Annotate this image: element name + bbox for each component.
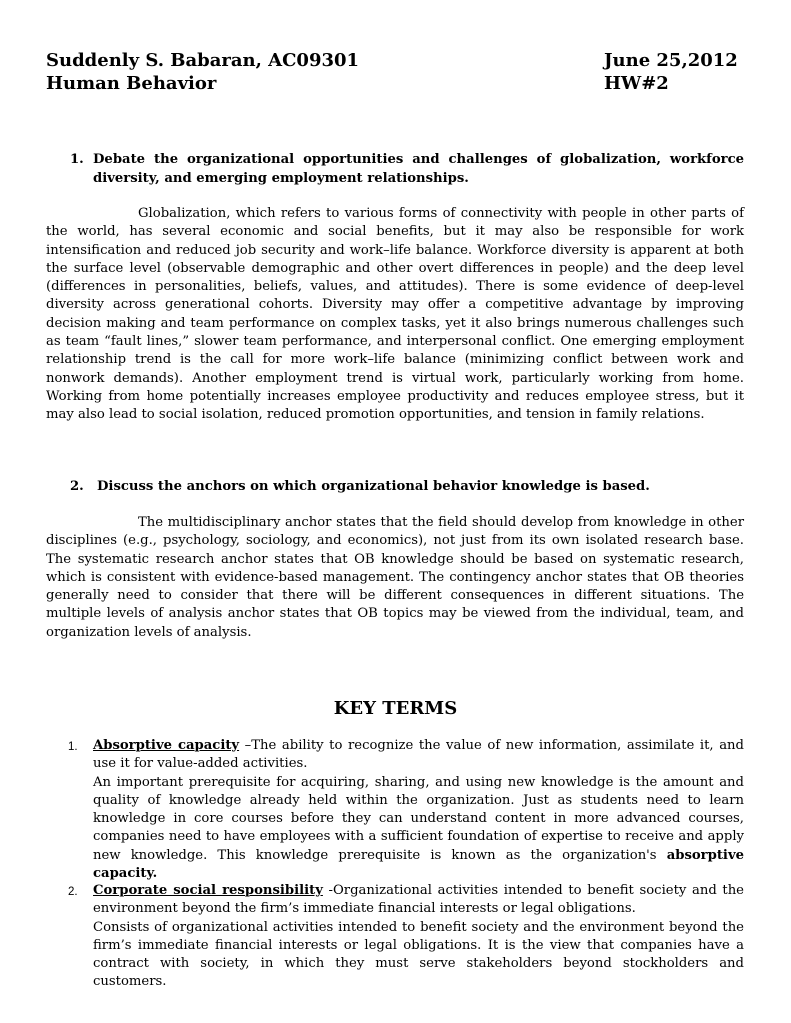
term-name: Absorptive capacity	[93, 738, 240, 753]
question-text: Debate the organizational opportunities and challenges of globalization, workforce diversity, and emerging employment relationships.	[93, 152, 744, 186]
answer-2	[46, 514, 744, 642]
term-explanation	[93, 919, 744, 992]
term-explanation-text: An important prerequisite for acquiring, sharing, and using new knowledge is the amount and quality of knowledge already held within the organization. Just as students need to learn knowledge in core courses before they can understand content in more advanced courses, companies need to have employees with a sufficient foundation of expertise to receive and apply new knowledge. This knowledge prerequisite is known as the organization's	[93, 774, 744, 863]
term-definition: -Organizational activities intended to benefit society and the environment beyond the firm’s immediate financial interests or legal obligations.	[93, 883, 744, 917]
answer-text: The multidisciplinary anchor states that the field should develop from knowledge in other disciplines (e.g., psychology, sociology, and economics), not just from its own isolated research base. The systematic research anchor states that OB knowledge should be based on systematic research, which is consistent with evidence-based management. The contingency anchor states that OB theories generally need to consider that there will be different consequences in different situations. The multiple levels of analysis anchor states that OB topics may be viewed from the individual, team, and organization levels of analysis.	[46, 515, 744, 640]
key-term-1	[68, 737, 744, 883]
header-right	[604, 49, 738, 95]
author-line: Suddenly S. Babaran, AC09301	[46, 50, 360, 71]
answer-1	[46, 205, 744, 425]
term-name: Corporate social responsibility	[93, 883, 323, 898]
term-explanation-emphasis: absorptive capacity.	[93, 847, 744, 882]
course-line: Human Behavior	[46, 73, 217, 94]
question-text: Discuss the anchors on which organizational behavior knowledge is based.	[97, 479, 650, 494]
question-number: 1.	[70, 152, 84, 167]
key-terms-title: KEY TERMS	[333, 698, 458, 719]
term-definition: –The ability to recognize the value of new information, assimilate it, and use it for value-added activities.	[93, 738, 744, 772]
term-explanation	[93, 774, 744, 884]
header-left	[46, 49, 359, 95]
term-explanation-text: Consists of organizational activities intended to benefit society and the environment beyond the firm’s immediate financial interests or legal obligations. It is the view that companies have a contract with society, in which they must serve stakeholders beyond stockholders and customers.	[93, 919, 744, 990]
assignment-line: HW#2	[604, 73, 669, 94]
term-definition-line	[93, 737, 744, 774]
term-number: 1.	[68, 741, 78, 753]
term-definition-line	[93, 882, 744, 919]
answer-text: Globalization, which refers to various forms of connectivity with people in other parts of the world, has several economic and social benefits, but it may also be responsible for work intensification and reduced job security and work–life balance. Workforce diversity is apparent at both the surface level (observable demographic and other overt differences in people) and the deep level (differences in personalities, beliefs, values, and attitudes). There is some evidence of deep-level diversity across generational cohorts. Diversity may offer a competitive advantage by improving decision making and team performance on complex tasks, yet it also brings numerous challenges such as team “fault lines,” slower team performance, and interpersonal conflict. One emerging employment relationship trend is the call for more work–life balance (minimizing conflict between work and nonwork demands). Another employment trend is virtual work, particularly working from home. Working from home potentially increases employee productivity and reduces employee stress, but it may also lead to social isolation, reduced promotion opportunities, and tension in family relations.	[46, 206, 744, 423]
date-line: June 25,2012	[604, 50, 738, 71]
question-1	[70, 151, 744, 188]
term-number: 2.	[68, 886, 78, 898]
key-term-2	[68, 882, 744, 992]
question-number: 2.	[70, 479, 84, 494]
question-2	[70, 478, 744, 497]
